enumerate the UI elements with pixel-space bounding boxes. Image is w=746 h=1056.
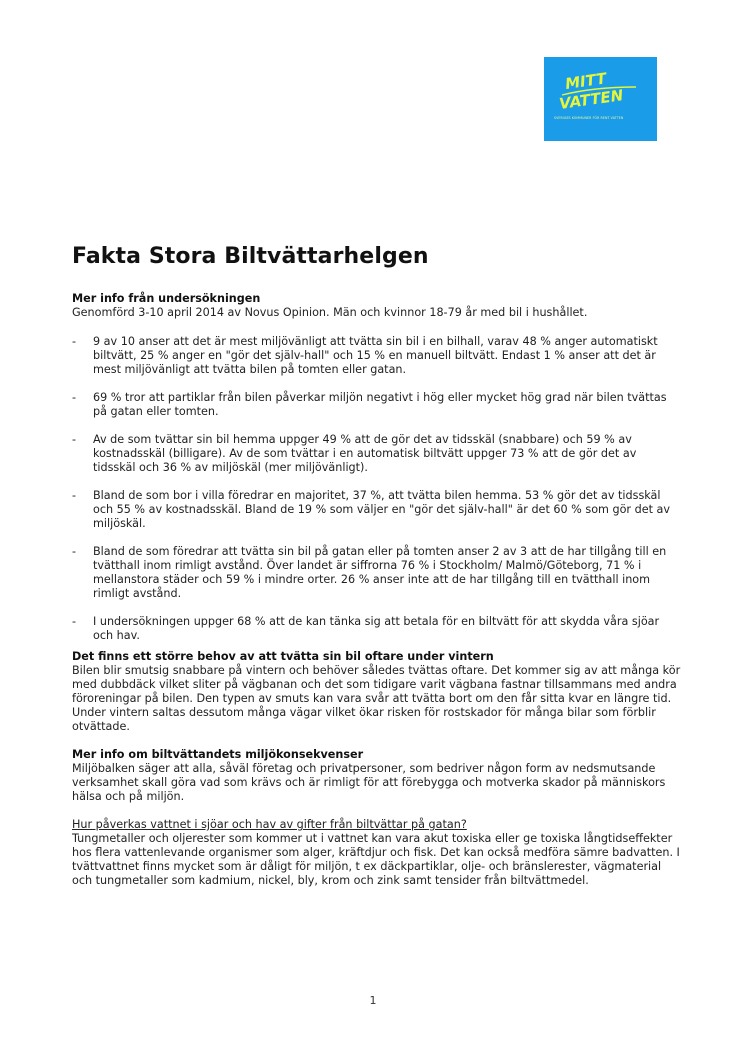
- bullet-text: 9 av 10 anser att det är mest miljövänligt att tvätta sin bil i en bilhall, varav 48 % anger automatiskt biltvätt, 25 % anger en "gör det själv-hall" och 15 % en manuell biltvätt. Endast 1 % anser att det är mest miljövänligt att tvätta bilen på tomten eller gatan.: [93, 335, 658, 376]
- intro-heading: Mer info från undersökningen: [72, 292, 261, 305]
- bullet-dash: -: [72, 489, 77, 502]
- bullet-dash: -: [72, 545, 77, 558]
- list-item: [72, 391, 682, 419]
- environment-section: [72, 748, 682, 804]
- bullet-dash: -: [72, 335, 77, 348]
- bullet-dash: -: [72, 391, 77, 404]
- page-title: Fakta Stora Biltvättarhelgen: [72, 244, 429, 269]
- bullet-text: I undersökningen uppger 68 % att de kan tänka sig att betala för en biltvätt för att skydda våra sjöar och hav.: [93, 615, 660, 642]
- bullet-text: Av de som tvättar sin bil hemma uppger 49 % att de gör det av tidsskäl (snabbare) och 59 % av kostnadsskäl (billigare). Av de som tvättar i en automatisk biltvätt uppger 73 % att de gör det av tidsskäl och 36 % av miljöskäl (mer miljövänligt).: [93, 433, 637, 474]
- water-text: Tungmetaller och oljerester som kommer ut i vattnet kan vara akut toxiska eller ge toxiska långtidseffekter hos flera vattenlevande organismer som alger, kräftdjur och fisk. Det kan också medföra sämre badvatten. I tvättvattnet finns mycket som är dåligt för miljön, t ex däckpartiklar, olje- och bränslerester, vägmaterial och tungmetaller som kadmium, nickel, bly, krom och zink samt tensider från biltvättmedel.: [72, 832, 680, 887]
- bullet-dash: -: [72, 615, 77, 628]
- environment-heading: Mer info om biltvättandets miljökonsekvenser: [72, 748, 364, 761]
- list-item: [72, 615, 682, 643]
- bullet-text: Bland de som föredrar att tvätta sin bil på gatan eller på tomten anser 2 av 3 att de har tillgång till en tvätthall inom rimligt avstånd. Över landet är siffrorna 76 % i Stockholm/ Malmö/Göteborg, 71 % i mellanstora städer och 59 % i mindre orter. 26 % anser inte att de har tillgång till en tvätthall inom rimligt avstånd.: [93, 545, 667, 600]
- winter-section: [72, 650, 682, 734]
- winter-text: Bilen blir smutsig snabbare på vintern och behöver således tvättas oftare. Det kommer sig av att många kör med dubbdäck vilket sliter på vägbanan och det som tidigare varit vägbana fastnar tillsammans med andra föroreningar på bilen. Den typen av smuts kan vara svår att tvätta bort om den får sitta kvar en längre tid. Under vintern saltas dessutom många vägar vilket ökar risken för rostskador för många bilar som förblir otvättade.: [72, 664, 681, 733]
- survey-bullet-list: [72, 335, 682, 643]
- list-item: [72, 433, 682, 475]
- logo-line1: MITT: [564, 69, 608, 93]
- water-section: [72, 818, 682, 888]
- list-item: [72, 545, 682, 601]
- intro-text: Genomförd 3-10 april 2014 av Novus Opinion. Män och kvinnor 18-79 år med bil i hushållet.: [72, 306, 588, 319]
- mitt-vatten-logo: [544, 57, 657, 141]
- bullet-text: Bland de som bor i villa föredrar en majoritet, 37 %, att tvätta bilen hemma. 53 % gör det av tidsskäl och 55 % av kostnadsskäl. Bland de 19 % som väljer en "gör det själv-hall" är det 60 % som gör det av miljöskäl.: [93, 489, 670, 530]
- list-item: [72, 489, 682, 531]
- bullet-dash: -: [72, 433, 77, 446]
- logo-graphic: [544, 57, 657, 141]
- water-subheading: Hur påverkas vattnet i sjöar och hav av gifter från biltvättar på gatan?: [72, 818, 467, 831]
- list-item: [72, 335, 682, 377]
- logo-tagline: SVERIGES KOMMUNER FÖR RENT VATTEN: [554, 116, 624, 120]
- environment-text: Miljöbalken säger att alla, såväl företag och privatpersoner, som bedriver någon form av nedsmutsande verksamhet skall göra vad som krävs och är rimligt för att förebygga och motverka skador på människors hälsa och på miljön.: [72, 762, 666, 803]
- winter-heading: Det finns ett större behov av att tvätta sin bil oftare under vintern: [72, 650, 494, 663]
- document-body: [72, 292, 682, 888]
- page-number: 1: [369, 994, 377, 1007]
- bullet-text: 69 % tror att partiklar från bilen påverkar miljön negativt i hög eller mycket hög grad när bilen tvättas på gatan eller tomten.: [93, 391, 667, 418]
- logo-line2: VATTEN: [558, 86, 625, 113]
